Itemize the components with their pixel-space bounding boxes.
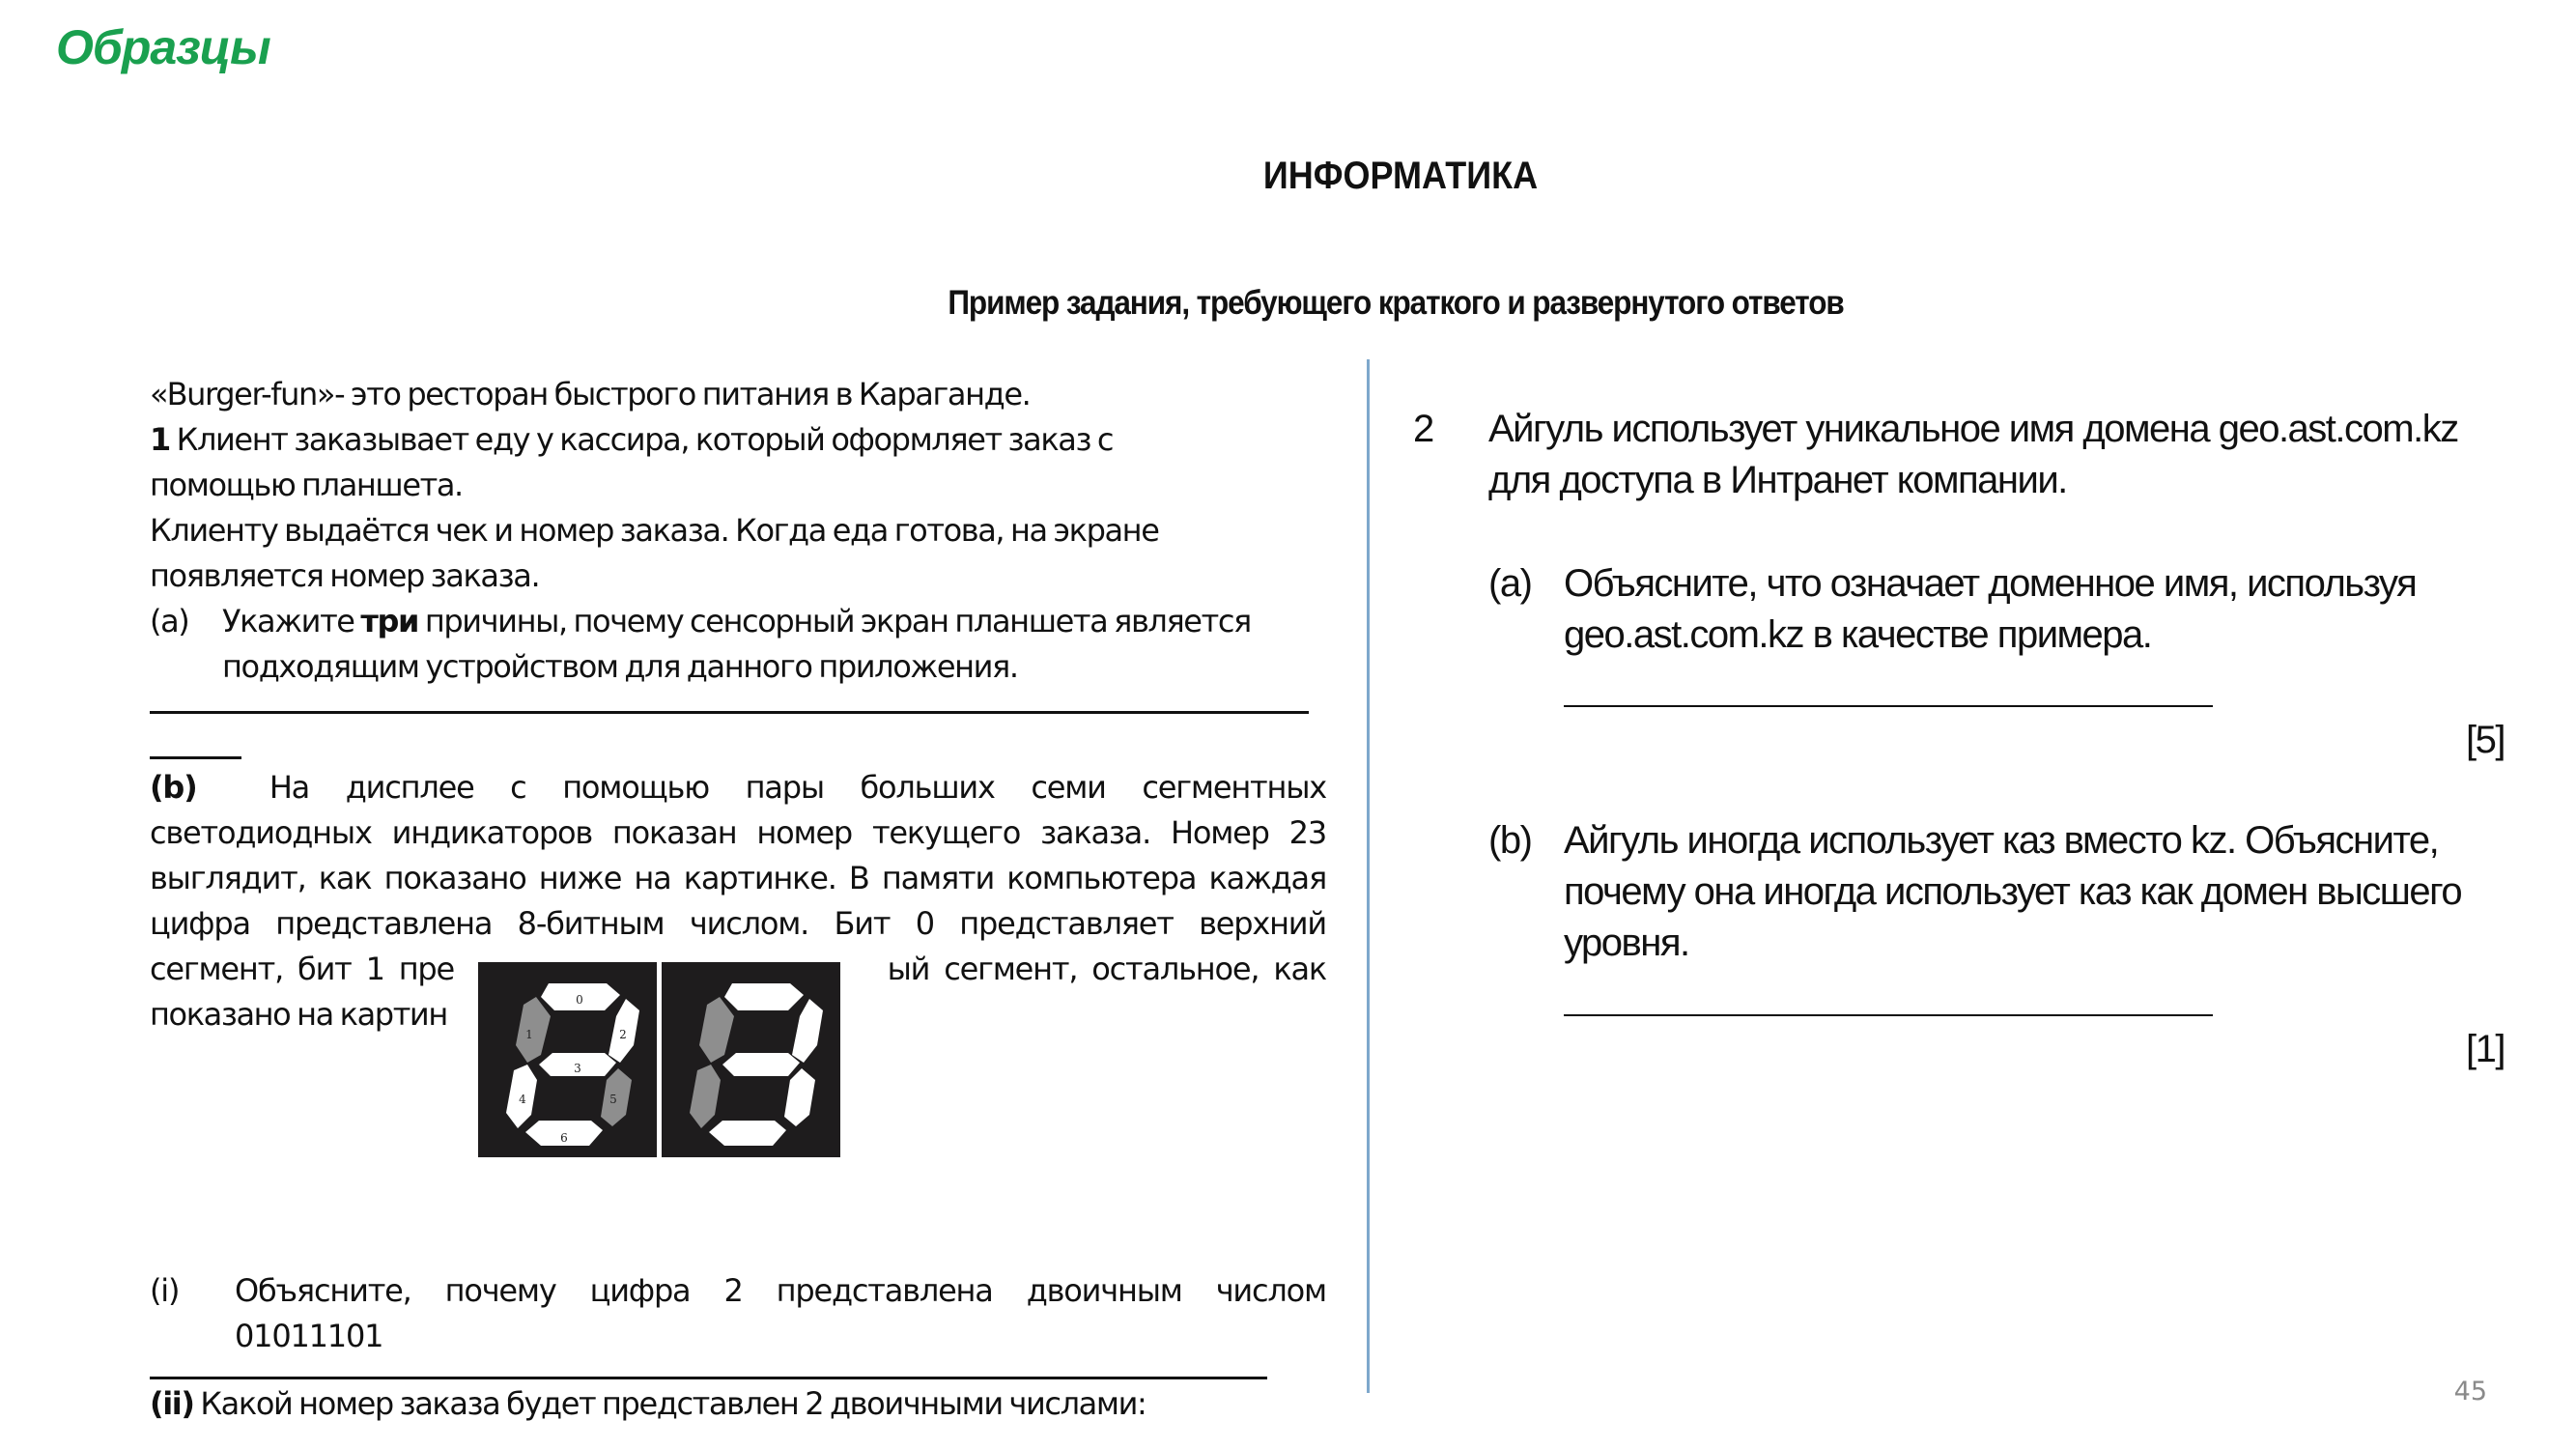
seven-segment-display-image — [478, 960, 840, 1159]
q2-part-a — [1488, 558, 2416, 661]
q2-line2: для доступа в Интранет компании. — [1488, 459, 2067, 501]
part-b-line1 — [150, 765, 1326, 810]
part-b-line5-left: сегмент, бит 1 пре — [150, 951, 455, 987]
answer-line-q2a[interactable] — [1564, 705, 2213, 707]
q2-line1: Айгуль использует уникальное имя домена geo.ast.com.kz — [1488, 408, 2458, 450]
segment-label-2: 2 — [619, 1028, 627, 1041]
segment-label-5: 5 — [609, 1093, 617, 1106]
q1-line4: появляется номер заказа. — [150, 557, 540, 594]
page-subtitle: Пример задания, требующего краткого и развернутого ответов — [948, 284, 1844, 322]
q2-part-b-text — [1564, 815, 2461, 969]
column-divider — [1367, 359, 1370, 1393]
part-a-text-post: причины, почему сенсорный экран планшета является — [418, 603, 1251, 639]
q1-number: 1 — [150, 421, 170, 458]
part-ii — [150, 1381, 1326, 1427]
q1-line3: Клиенту выдаётся чек и номер заказа. Когда еда готова, на экране — [150, 512, 1159, 549]
q2-part-a-marks: [5] — [2466, 719, 2505, 761]
part-b-line6: показано на картин — [150, 996, 447, 1033]
part-a-label: (a) — [150, 603, 189, 639]
segment-label-1: 1 — [525, 1028, 533, 1041]
q1-text: Клиент заказывает еду у кассира, который оформляет заказ с — [169, 421, 1114, 458]
q1-line1 — [150, 417, 1326, 463]
sub-questions — [150, 1268, 1326, 1427]
part-b-line3: выглядит, как показано ниже на картинке. В памяти компьютера каждая — [150, 860, 1326, 896]
answer-line-q2b[interactable] — [1564, 1014, 2213, 1016]
part-b-line4: цифра представлена 8-битным числом. Бит 0 представляет верхний — [150, 905, 1326, 942]
q2-part-b-line1: Айгуль иногда использует каз вместо kz. Объясните, — [1564, 819, 2439, 862]
question-1-column — [150, 372, 1326, 1037]
q2-text — [1488, 404, 2458, 506]
segment-label-0: 0 — [576, 993, 583, 1007]
part-a — [150, 599, 1326, 690]
part-a-text-pre: Укажите — [222, 603, 361, 639]
answer-line-i[interactable] — [150, 1377, 1267, 1379]
segment-0 — [724, 983, 804, 1010]
q2-part-a-line2: geo.ast.com.kz в качестве примера. — [1564, 613, 2152, 656]
part-i-line1: Объясните, почему цифра 2 представлена двоичным числом — [235, 1272, 1326, 1309]
part-i-binary: 01011101 — [235, 1318, 383, 1354]
seven-segment-svg — [478, 960, 840, 1159]
part-a-text — [222, 599, 1326, 690]
q2-part-b-label: (b) — [1488, 819, 1532, 862]
segment-label-3: 3 — [574, 1062, 581, 1075]
q2-part-a-text — [1564, 558, 2416, 661]
q2-part-b — [1488, 815, 2461, 969]
part-b-text1: На дисплее с помощью пары больших семи сегментных — [269, 769, 1327, 806]
q2-part-b-line3: уровня. — [1564, 922, 1689, 964]
part-b-line5-right: ый сегмент, остальное, как — [887, 951, 1326, 987]
part-ii-label: (ii) — [150, 1385, 194, 1422]
part-b-line2: светодиодных индикаторов показан номер текущего заказа. Номер 23 — [150, 814, 1326, 851]
part-i-label: (i) — [150, 1272, 180, 1309]
q1-line2: помощью планшета. — [150, 467, 463, 503]
part-b-label: (b) — [150, 769, 197, 806]
segment-label-4: 4 — [519, 1093, 526, 1106]
section-label: Образцы — [56, 20, 270, 74]
part-i — [150, 1268, 1326, 1359]
q2-part-b-line2: почему она иногда использует каз как домен высшего — [1564, 870, 2462, 913]
page-title: ИНФОРМАТИКА — [1262, 155, 1539, 197]
q2-stem — [1413, 404, 2458, 506]
segment-label-6: 6 — [560, 1131, 568, 1145]
part-a-emphasis: три — [360, 603, 419, 639]
q2-number: 2 — [1413, 408, 1433, 450]
part-a-text-line2: подходящим устройством для данного приложения. — [222, 648, 1018, 685]
part-i-text — [235, 1268, 1326, 1359]
page-number: 45 — [2453, 1377, 2487, 1406]
part-ii-text: Какой номер заказа будет представлен 2 двоичными числами: — [193, 1385, 1146, 1422]
segment-3 — [722, 1053, 800, 1076]
q2-part-a-label: (a) — [1488, 562, 1532, 605]
q2-part-b-marks: [1] — [2466, 1028, 2505, 1070]
segment-6 — [709, 1121, 786, 1146]
q2-part-a-line1: Объясните, что означает доменное имя, используя — [1564, 562, 2417, 605]
intro-text: «Burger-fun»- это ресторан быстрого питания в Караганде. — [150, 376, 1031, 412]
